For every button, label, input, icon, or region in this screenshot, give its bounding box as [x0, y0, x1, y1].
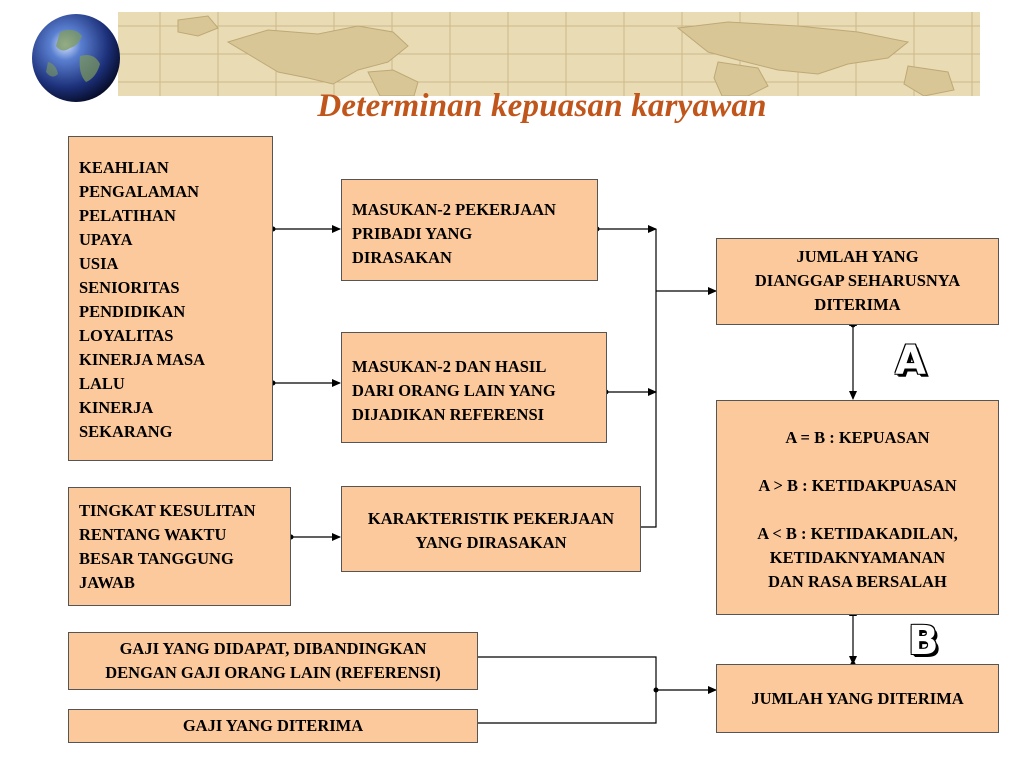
- amount-should-receive-box: [716, 238, 999, 325]
- box-line: BESAR TANGGUNG: [79, 549, 234, 568]
- box-line: JUMLAH YANG: [796, 247, 919, 266]
- box-line: UPAYA: [79, 230, 133, 249]
- box-line: KINERJA: [79, 398, 154, 417]
- page-title: Determinan kepuasan karyawan: [317, 88, 767, 124]
- label-a: A: [895, 338, 926, 384]
- box-line: A = B : KEPUASAN: [785, 428, 930, 447]
- amount-received-box: [716, 664, 999, 733]
- box-line: PRIBADI YANG: [352, 224, 473, 243]
- box-line: A < B : KETIDAKADILAN,: [757, 524, 958, 543]
- box-line: PENDIDIKAN: [79, 302, 186, 321]
- box-line: DAN RASA BERSALAH: [768, 572, 947, 591]
- box-line: DENGAN GAJI ORANG LAIN (REFERENSI): [105, 663, 441, 682]
- box-line: SENIORITAS: [79, 278, 180, 297]
- box-line: YANG DIRASAKAN: [415, 533, 567, 552]
- pay-received-box: [68, 709, 478, 743]
- job-factors-box: [68, 487, 291, 606]
- perceived-job-characteristics-box: [341, 486, 641, 572]
- collector-line: [640, 229, 656, 527]
- box-line: KEAHLIAN: [79, 158, 169, 177]
- box-line: PELATIHAN: [79, 206, 176, 225]
- box-line: SEKARANG: [79, 422, 173, 441]
- box-line: LALU: [79, 374, 125, 393]
- box-line: GAJI YANG DITERIMA: [182, 716, 364, 735]
- box-line: A > B : KETIDAKPUASAN: [758, 476, 957, 495]
- box-line: [717, 498, 998, 522]
- box-line: USIA: [79, 254, 119, 273]
- box-line: KARAKTERISTIK PEKERJAAN: [367, 509, 615, 528]
- referent-inputs-box: [341, 332, 607, 443]
- box-line: RENTANG WAKTU: [79, 525, 227, 544]
- pay-bracket: [478, 657, 656, 723]
- label-b: B: [908, 618, 939, 664]
- box-line: [717, 450, 998, 474]
- box-line: KETIDAKNYAMANAN: [769, 548, 946, 567]
- box-line: DARI ORANG LAIN YANG: [352, 381, 556, 400]
- comparison-outcomes-box: [716, 400, 999, 615]
- box-line: LOYALITAS: [79, 326, 174, 345]
- box-line: DIJADIKAN REFERENSI: [352, 405, 545, 424]
- box-line: MASUKAN-2 PEKERJAAN: [352, 200, 556, 219]
- box-line: JAWAB: [79, 573, 135, 592]
- box-line: DITERIMA: [814, 295, 901, 314]
- box-line: GAJI YANG DIDAPAT, DIBANDINGKAN: [119, 639, 427, 658]
- box-line: MASUKAN-2 DAN HASIL: [352, 357, 547, 376]
- box-line: JUMLAH YANG DITERIMA: [751, 689, 964, 708]
- pay-compared-box: [68, 632, 478, 690]
- box-line: TINGKAT KESULITAN: [79, 501, 256, 520]
- personal-inputs-box: [68, 136, 273, 461]
- box-line: KINERJA MASA: [79, 350, 206, 369]
- box-line: PENGALAMAN: [79, 182, 200, 201]
- box-line: DIRASAKAN: [352, 248, 452, 267]
- perceived-personal-inputs-box: [341, 179, 598, 281]
- box-line: DIANGGAP SEHARUSNYA: [754, 271, 961, 290]
